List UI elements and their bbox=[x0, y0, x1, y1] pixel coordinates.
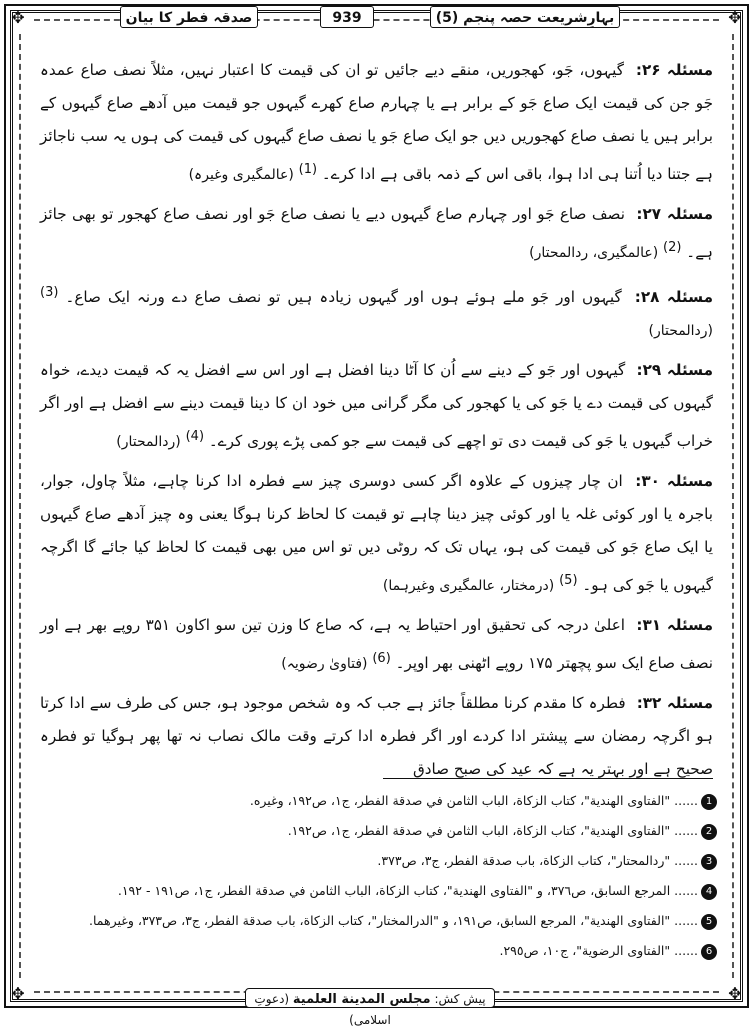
footnote-item: 2...... "الفتاوى الهندية"، كتاب الزكاة، الباب الثامن في صدقة الفطر، ج١، ص١٩٢. bbox=[56, 816, 717, 846]
paragraph-masala-27: مسئلہ ۲۷: نصف صاع جَو اور چہارم صاع گیہوں دیے یا نصف صاع جَو اور نصف صاع کھجور تو بھی جائز ہے۔ $^{(2)}$ (عالمگیری، ردالمحتار) bbox=[40, 205, 714, 262]
footnote-item: 6...... "الفتاوى الرضوية"، ج١٠، ص٢٩٥. bbox=[56, 936, 717, 966]
paragraph-masala-29: مسئلہ ۲۹: گیہوں اور جَو کے دینے سے اُن کا آٹا دینا افضل ہے اور اس سے افضل یہ کہ قیمت دیدے، خواہ گیہوں کی قیمت دے یا جَو کی یا کھجور کی مگر گرانی میں خود ان کا دینا قیمت دینے سے افضل ہے اور اگر خراب گیہوں یا جَو کی قیمت دی تو اچھے کی قیمت سے جو کمی پڑے پوری کرے۔ $^{(4)}$ (ردالمحتار) bbox=[40, 361, 714, 451]
footnotes bbox=[56, 786, 717, 966]
paragraph-masala-26: مسئلہ ۲۶: گیہوں، جَو، کھجوریں، منقے دیے جائیں تو ان کی قیمت کا اعتبار نہیں، مثلاً نصف صاع عمدہ جَو جن کی قیمت ایک صاع جَو کے برابر ہے یا چہارم صاع کھرے گیہوں جو قیمت میں آدھے صاع گیہوں کے برابر ہیں یا نصف صاع کھجوریں دیں جو ایک صاع جَو یا نصف صاع گیہوں کی قیمت کی ہوں یہ سب ناجائز ہے جتنا دیا اُتنا ہی ادا ہوا، باقی اس کے ذمہ باقی ہے ادا کرے۔ $^{(1)}$ (عالمگیری وغیرہ) bbox=[40, 61, 713, 184]
footnote-number-badge: 3 bbox=[701, 854, 717, 870]
corner-ornament-icon: ✥ bbox=[728, 984, 742, 1003]
corner-ornament-icon: ✥ bbox=[728, 8, 742, 27]
paragraph-masala-31: مسئلہ ۳۱: اعلیٰ درجہ کی تحقیق اور احتیاط یہ ہے، کہ صاع کا وزن تین سو اکاون ۳۵۱ روپے بھر ہے اور نصف صاع ایک سو پچھتر ۱۷۵ روپے اٹھنی بھر اوپر۔ $^{(6)}$ (فتاویٰ رضویہ) bbox=[40, 616, 714, 673]
footnote-item: 5...... "الفتاوى الهندية"، المرجع السابق، ص١٩١، و "الدرالمختار"، كتاب الزكاة، باب صدقة الفطر، ج٣، ص٣٧٣، وغيرهما. bbox=[56, 906, 717, 936]
footnote-number-badge: 1 bbox=[701, 794, 717, 810]
footnote-number-badge: 2 bbox=[701, 824, 717, 840]
corner-ornament-icon: ✥ bbox=[11, 8, 25, 27]
paragraph-masala-30: مسئلہ ۳۰: ان چار چیزوں کے علاوہ اگر کسی دوسری چیز سے فطرہ ادا کرنا چاہے، مثلاً چاول، جوار، باجرہ یا اور کوئی غلہ یا اور کوئی چیز دینا چاہے تو قیمت کا لحاظ کرنا ہوگا یعنی وہ چیز آدھے صاع گیہوں یا ایک صاع جَو کی قیمت کی ہو، یہاں تک کہ روٹی دیں تو اس میں بھی قیمت کا لحاظ کیا جائے گا اگرچہ گیہوں یا جَو کی ہو۔ $^{(5)}$ (درمختار، عالمگیری وغیرہما) bbox=[40, 472, 713, 595]
footnote-item: 4...... المرجع السابق، ص٣٧٦، و "الفتاوى الهندية"، كتاب الزكاة، الباب الثامن في صدقة الفطر، ج١، ص١٩١ - ١٩٢. bbox=[56, 876, 717, 906]
corner-ornament-icon: ✥ bbox=[11, 984, 25, 1003]
paragraph-masala-32: مسئلہ ۳۲: فطرہ کا مقدم کرنا مطلقاً جائز ہے جب کہ وہ شخص موجود ہو، جس کی طرف سے ادا کرتا ہو اگرچہ رمضان سے پیشتر ادا کردے اور اگر فطرہ ادا کرتے وقت مالک نصاب نہ تھا پھر ہوگیا تو فطرہ صحیح ہے اور بہتر یہ ہے کہ عید کی صبح صادق bbox=[40, 694, 713, 779]
footnote-number-badge: 6 bbox=[701, 944, 717, 960]
footnote-item: 1...... "الفتاوى الهندية"، كتاب الزكاة، الباب الثامن في صدقة الفطر، ج١، ص١٩٢، وغيره. bbox=[56, 786, 717, 816]
footnote-divider bbox=[383, 778, 713, 779]
book-title: بہارِشریعت حصہ پنجم (5) bbox=[430, 6, 620, 28]
footnote-number-badge: 5 bbox=[701, 914, 717, 930]
main-text bbox=[40, 54, 713, 792]
chapter-title: صدقہ فطر کا بیان bbox=[120, 6, 258, 28]
paragraph-masala-28: مسئلہ ۲۸: گیہوں اور جَو ملے ہوئے ہوں اور گیہوں زیادہ ہیں تو نصف صاع دے ورنہ ایک صاع۔ $^{(3)}$ (ردالمحتار) bbox=[40, 285, 714, 340]
footnote-number-badge: 4 bbox=[701, 884, 717, 900]
page-number: 939 bbox=[320, 6, 374, 28]
publisher-footer: پیش کش: مجلس المدينة العلمية (دعوتِ اسلامی) bbox=[245, 988, 495, 1008]
footnote-item: 3...... "ردالمحتار"، كتاب الزكاة، باب صدقة الفطر، ج٣، ص٣٧٣. bbox=[56, 846, 717, 876]
